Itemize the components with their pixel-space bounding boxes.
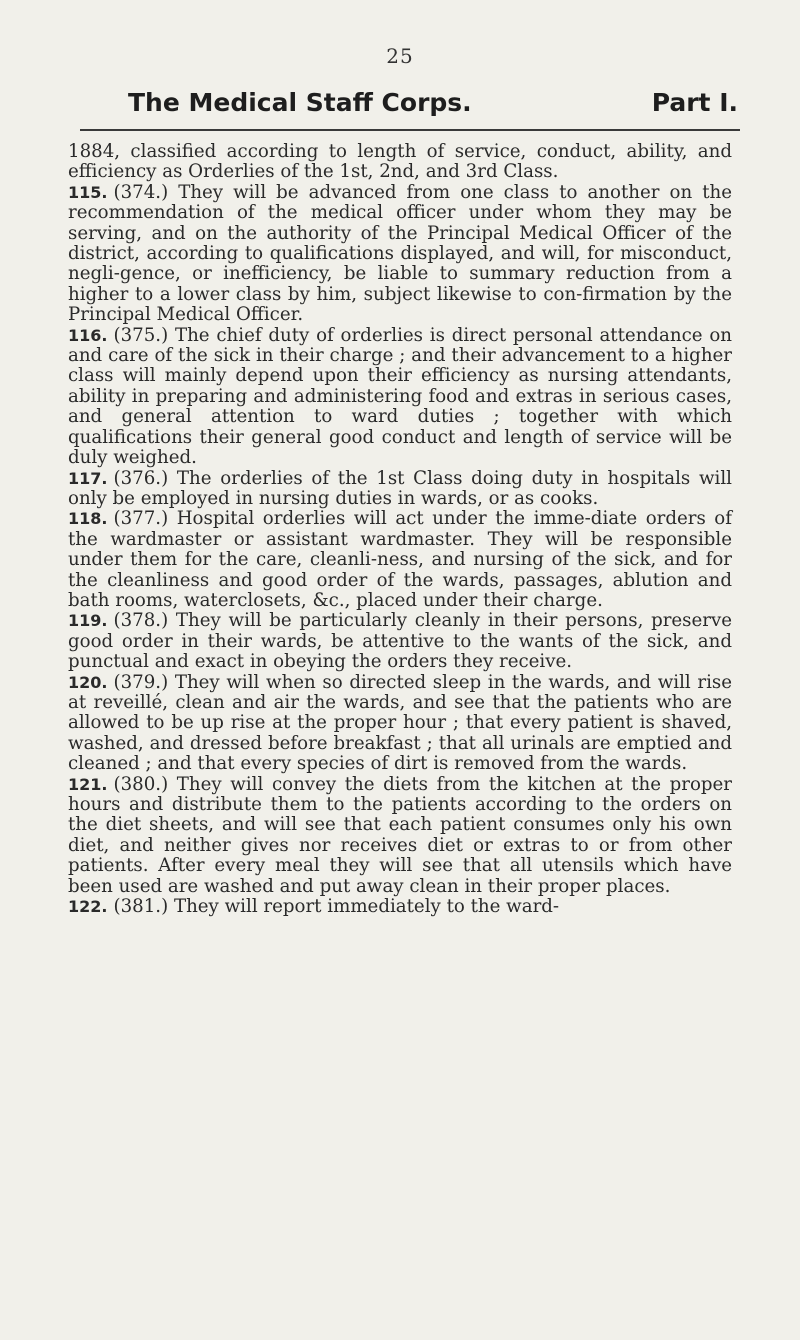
paragraph-text: 1884, classified according to length of service, conduct, ability, and efficiency as Orderlies of the 1st, 2nd, and 3rd Class. [68, 141, 732, 183]
paragraph-116 [68, 326, 732, 469]
body-text [68, 142, 732, 917]
paragraph-text: (380.) They will convey the diets from the kitchen at the proper hours and distribute them to the patients according to the orders on the diet sheets, and will see that each patient consumes only his own diet, and neither gives nor receives diet or extras to or from other patients. After every meal they will see that all utensils which have been used are washed and put away clean in their proper places. [68, 773, 732, 897]
paragraph-text: (375.) The chief duty of orderlies is direct personal attendance on and care of the sick in their charge ; and their advancement to a higher class will mainly depend upon their efficiency as nursing attendants, ability in preparing and administering food and extras in serious cases, and general attention to ward duties ; together with which qualifications their general good conduct and length of service will be duly weighed. [68, 324, 732, 469]
running-part: Part I. [651, 88, 738, 117]
paragraph-120 [68, 673, 732, 775]
paragraph-number: 121. [68, 774, 108, 794]
paragraph-text: (377.) Hospital orderlies will act under the imme-diate orders of the wardmaster or assistant wardmaster. They will be responsible under them for the care, cleanli-ness, and nursing of the sick, and for the cleanliness and good order of the wards, passages, ablution and bath rooms, waterclosets, &c., placed under their charge. [68, 508, 732, 611]
paragraph-text: (376.) The orderlies of the 1st Class doing duty in hospitals will only be employed in nursing duties in wards, or as cooks. [68, 467, 732, 509]
header-rule [80, 129, 740, 131]
paragraph-text: (379.) They will when so directed sleep in the wards, and will rise at reveillé, clean and air the wards, and see that the patients who are allowed to be up rise at the proper hour ; that every patient is shaved, washed, and dressed before breakfast ; that all urinals are emptied and cleaned ; and that every species of dirt is removed from the wards. [68, 671, 732, 775]
running-head [90, 88, 738, 128]
paragraph-number: 120. [68, 672, 108, 692]
paragraph-118 [68, 509, 732, 611]
paragraph-115 [68, 183, 732, 326]
paragraph-121 [68, 775, 732, 897]
paragraph-122 [68, 897, 732, 917]
paragraph-continued [68, 142, 732, 183]
paragraph-number: 118. [68, 509, 108, 529]
running-title: The Medical Staff Corps. [128, 88, 472, 117]
paragraph-number: 115. [68, 182, 108, 202]
page-number: 25 [386, 44, 414, 68]
paragraph-text: (378.) They will be particularly cleanly in their persons, preserve good order in their wards, be attentive to the wants of the sick, and punctual and exact in obeying the orders they receive. [68, 610, 732, 673]
paragraph-117 [68, 469, 732, 510]
paragraph-number: 119. [68, 611, 108, 631]
paragraph-text: (381.) They will report immediately to the ward- [113, 896, 560, 918]
paragraph-number: 117. [68, 468, 108, 488]
paragraph-number: 122. [68, 897, 108, 917]
paragraph-119 [68, 611, 732, 672]
paragraph-number: 116. [68, 325, 108, 345]
paragraph-text: (374.) They will be advanced from one class to another on the recommendation of the medical officer under whom they may be serving, and on the authority of the Principal Medical Officer of the district, according to qualifications displayed, and will, for misconduct, negli-gence, or inefficiency, be liable to summary reduction from a higher to a lower class by him, subject likewise to con-firmation by the Principal Medical Officer. [68, 181, 732, 326]
